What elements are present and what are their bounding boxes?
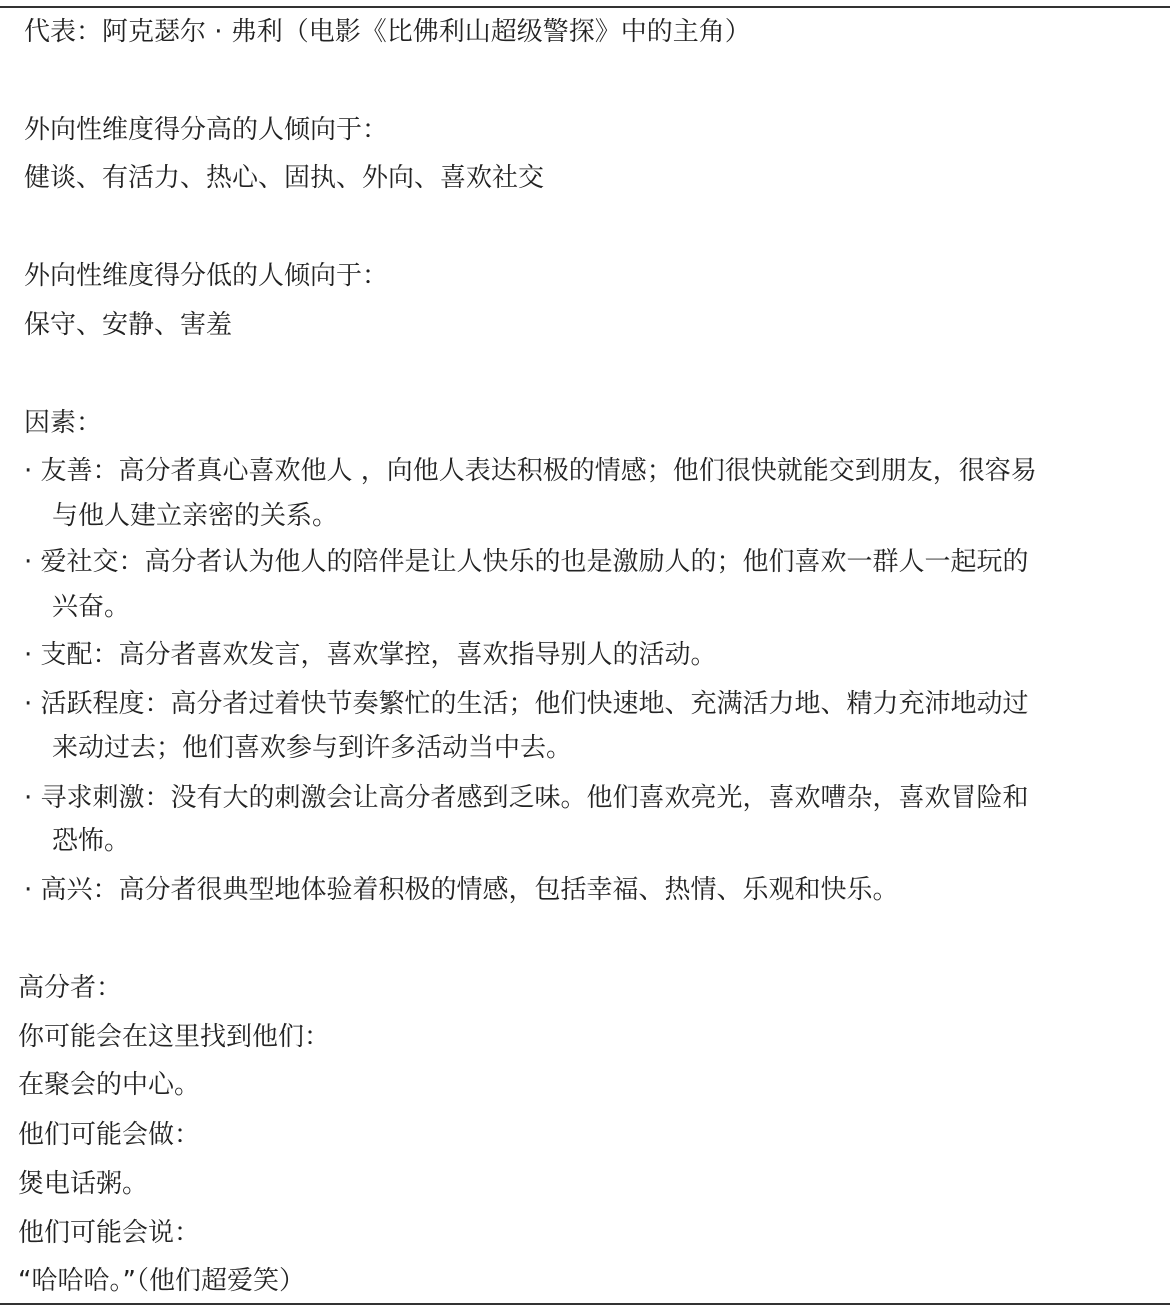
bullet-dot: ·	[24, 875, 33, 905]
factor-text: 寻求刺激：没有大的刺激会让高分者感到乏味。他们喜欢亮光，喜欢嘈杂，喜欢冒险和	[40, 783, 1029, 813]
factor-text: 友善：高分者真心喜欢他人 ，向他人表达积极的情感；他们很快就能交到朋友，很容易	[40, 456, 1037, 486]
factor-continuation: 兴奋。	[52, 592, 131, 622]
factor-text: 高兴：高分者很典型地体验着积极的情感，包括幸福、热情、乐观和快乐。	[40, 875, 899, 905]
factor-continuation: 恐怖。	[52, 826, 131, 856]
say-value: “哈哈哈。”（他们超爱笑）	[18, 1266, 305, 1296]
bullet-dot: ·	[24, 689, 33, 719]
factor-text: 活跃程度：高分者过着快节奏繁忙的生活；他们快速地、充满活力地、精力充沛地动过	[40, 689, 1029, 719]
bullet-dot: ·	[24, 783, 33, 813]
factor-continuation: 来动过去；他们喜欢参与到许多活动当中去。	[52, 733, 573, 763]
factor-item-activity-level	[24, 686, 1029, 722]
high-scorer-heading: 高分者：	[18, 973, 123, 1003]
do-value: 煲电话粥。	[18, 1169, 149, 1199]
factor-text: 爱社交：高分者认为他人的陪伴是让人快乐的也是激励人的；他们喜欢一群人一起玩的	[40, 547, 1029, 577]
bullet-dot: ·	[24, 547, 33, 577]
low-score-heading: 外向性维度得分低的人倾向于：	[24, 261, 389, 291]
bullet-dot: ·	[24, 640, 33, 670]
high-score-traits: 健谈、有活力、热心、固执、外向、喜欢社交	[24, 163, 545, 193]
factors-heading: 因素：	[24, 408, 103, 438]
bullet-dot: ·	[24, 456, 33, 486]
factor-item-friendliness	[24, 453, 1037, 489]
high-score-heading: 外向性维度得分高的人倾向于：	[24, 115, 389, 145]
top-rule	[0, 6, 1170, 8]
factor-continuation: 与他人建立亲密的关系。	[52, 501, 339, 531]
factor-item-cheerfulness	[24, 872, 899, 908]
say-label: 他们可能会说：	[18, 1218, 201, 1248]
factor-item-gregariousness	[24, 544, 1029, 580]
where-value: 在聚会的中心。	[18, 1070, 201, 1100]
factor-item-assertiveness	[24, 637, 717, 673]
representative-line: 代表：阿克瑟尔 · 弗利（电影《比佛利山超级警探》中的主角）	[24, 17, 751, 47]
low-score-traits: 保守、安静、害羞	[24, 310, 233, 340]
where-label: 你可能会在这里找到他们：	[18, 1022, 331, 1052]
do-label: 他们可能会做：	[18, 1120, 201, 1150]
bottom-rule	[0, 1303, 1170, 1305]
factor-text: 支配：高分者喜欢发言，喜欢掌控，喜欢指导别人的活动。	[40, 640, 717, 670]
factor-item-excitement-seeking	[24, 780, 1029, 816]
